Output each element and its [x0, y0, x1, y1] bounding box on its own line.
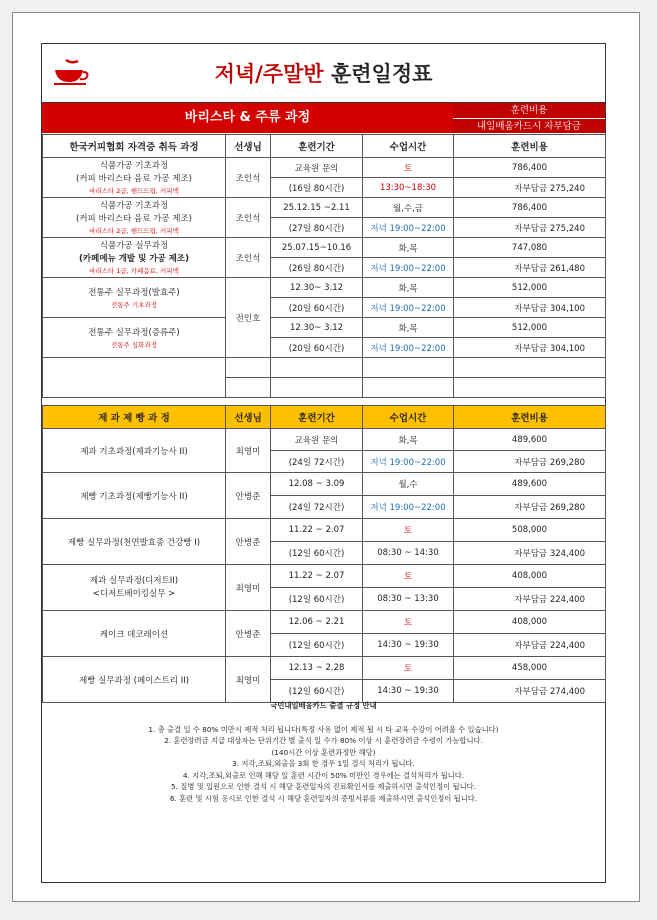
period-cell: 11.22 ~ 2.07 [271, 519, 363, 542]
course-name-cell: 식품가공 실무과정 (카페메뉴 개발 및 가공 제조) 바리스타 1급, 카페음료, 커피맥 [43, 238, 226, 278]
table-row [43, 318, 606, 338]
empty-row [43, 358, 606, 378]
title-bar [42, 44, 605, 103]
period-cell: 12.06 ~ 2.21 [271, 611, 363, 634]
fee-cell: 512,000 [454, 318, 606, 338]
copay-cell: 자부담금 269,280 [454, 496, 606, 519]
notes-line: 6. 훈련 및 시험 응시로 인한 결석 시 해당 훈련일자의 증빙서류를 제출하시면 출석인정이 됩니다. [169, 793, 478, 803]
teacher-cell: 최영미 [226, 429, 271, 473]
notes-line: 5. 질병 및 입원으로 인한 결석 시 해당 훈련일자의 진료확인서를 제출하시면 출석인정이 됩니다. [171, 782, 476, 791]
period-cell: 25.12.15 ~2.11 [271, 198, 363, 218]
page-sheet [12, 12, 640, 902]
teacher-cell: 안병준 [226, 611, 271, 657]
teacher-cell: 조인석 [226, 158, 271, 198]
duration-cell: (24일 72시간) [271, 496, 363, 519]
fee-cell: 489,600 [454, 429, 606, 451]
page-title [42, 58, 605, 88]
day-cell: 토 [363, 158, 454, 178]
table-row [43, 198, 606, 218]
time-cell: 13:30~18:30 [363, 178, 454, 198]
time-cell: 저녁 19:00~22:00 [363, 451, 454, 473]
duration-cell: (12일 60시간) [271, 588, 363, 611]
title-main: 훈련일정표 [330, 62, 433, 86]
notes-line: 4. 지각,조퇴,외출로 인해 해당 일 훈련 시간이 50% 미만인 경우에는 결석처리가 됩니다. [182, 770, 465, 780]
course-name-cell: 제빵 기초과정(제빵기능사 II) [43, 473, 226, 519]
duration-cell: (20일 60시간) [271, 338, 363, 358]
period-cell: 12.30~ 3.12 [271, 318, 363, 338]
day-cell: 토 [363, 611, 454, 634]
fee-cell: 786,400 [454, 158, 606, 178]
fee-band-bottom: 내일배움카드시 자부담금 [477, 121, 581, 132]
day-cell: 월,수 [363, 473, 454, 496]
col-header-course: 제 과 제 빵 과 정 [43, 406, 226, 429]
table-row [43, 429, 606, 451]
col-header-fee: 훈련비용 [454, 135, 606, 158]
title-highlight: 저녁/주말반 [214, 62, 324, 86]
copay-cell: 자부담금 269,280 [454, 451, 606, 473]
time-cell: 저녁 19:00~22:00 [363, 298, 454, 318]
table-row [43, 611, 606, 634]
copay-cell: 자부담금 275,240 [454, 178, 606, 198]
course-name-cell: 식품가공 기초과정 (커피 바리스타 음료 가공 제조) 바리스타 2급, 핸드드립, 커피맥 [43, 158, 226, 198]
col-header-teacher: 선생님 [226, 406, 271, 429]
course-name-cell: 케이크 데코레이션 [43, 611, 226, 657]
period-cell: 교육원 문의 [271, 429, 363, 451]
duration-cell: (26일 80시간) [271, 258, 363, 278]
course-name-cell: 제빵 실무과정(천연발효종 건강빵 I) [43, 519, 226, 565]
time-cell: 저녁 19:00~22:00 [363, 218, 454, 238]
bakery-header-row [43, 406, 606, 429]
teacher-cell: 최영미 [226, 657, 271, 703]
col-header-period: 훈련기간 [271, 406, 363, 429]
duration-cell: (12일 60시간) [271, 542, 363, 565]
day-cell: 월,수,금 [363, 198, 454, 218]
course-name-cell: 제과 기초과정(제과기능사 II) [43, 429, 226, 473]
period-cell: 11.22 ~ 2.07 [271, 565, 363, 588]
time-cell: 14:30 ~ 19:30 [363, 634, 454, 657]
table-row [43, 565, 606, 588]
teacher-cell: 안병준 [226, 519, 271, 565]
day-cell: 화,목 [363, 278, 454, 298]
time-cell: 저녁 19:00~22:00 [363, 258, 454, 278]
copay-cell: 자부담금 224,400 [454, 634, 606, 657]
duration-cell: (12일 60시간) [271, 634, 363, 657]
copay-cell: 자부담금 224,400 [454, 588, 606, 611]
time-cell: 저녁 19:00~22:00 [363, 496, 454, 519]
table-row [43, 519, 606, 542]
col-header-time: 수업시간 [363, 135, 454, 158]
time-cell: 14:30 ~ 19:30 [363, 680, 454, 703]
teacher-cell: 조인석 [226, 238, 271, 278]
duration-cell: (16일 80시간) [271, 178, 363, 198]
col-header-period: 훈련기간 [271, 135, 363, 158]
table-row [43, 473, 606, 496]
fee-cell: 458,000 [454, 657, 606, 680]
period-cell: 12.13 ~ 2.28 [271, 657, 363, 680]
duration-cell: (24일 72시간) [271, 451, 363, 473]
schedule-document [41, 43, 606, 883]
notes-line: 3. 지각,조퇴,외출을 3회 한 경우 1일 결석 처리가 됩니다. [232, 759, 415, 768]
fee-cell: 508,000 [454, 519, 606, 542]
notes-title: 국민내일배움카드 출결 규정 안내 [270, 701, 377, 710]
fee-cell: 408,000 [454, 565, 606, 588]
day-cell: 토 [363, 565, 454, 588]
day-cell: 화,목 [363, 429, 454, 451]
copay-cell: 자부담금 261,480 [454, 258, 606, 278]
fee-cell: 786,400 [454, 198, 606, 218]
fee-cell: 512,000 [454, 278, 606, 298]
barista-header-row [43, 135, 606, 158]
copay-cell: 자부담금 304,100 [454, 338, 606, 358]
duration-cell: (27일 80시간) [271, 218, 363, 238]
period-cell: 교육원 문의 [271, 158, 363, 178]
attendance-notes [42, 700, 605, 804]
col-header-teacher: 선생님 [226, 135, 271, 158]
fee-band-top: 훈련비용 [453, 103, 605, 119]
day-cell: 화,목 [363, 238, 454, 258]
col-header-fee: 훈련비용 [454, 406, 606, 429]
time-cell: 저녁 19:00~22:00 [363, 338, 454, 358]
notes-line: 2. 훈련장려금 지급 대상자는 단위기간 별 출석 일 수가 80% 이상 시 훈련장려금 수령이 가능합니다. [164, 736, 483, 745]
col-header-course: 한국커피협회 자격증 취득 과정 [43, 135, 226, 158]
teacher-cell: 전인호 [226, 278, 271, 358]
fee-cell: 747,080 [454, 238, 606, 258]
copay-cell: 자부담금 274,400 [454, 680, 606, 703]
table-row [43, 238, 606, 258]
table-row [43, 278, 606, 298]
duration-cell: (20일 60시간) [271, 298, 363, 318]
copay-cell: 자부담금 304,100 [454, 298, 606, 318]
barista-table [42, 134, 606, 398]
period-cell: 25.07.15~10.16 [271, 238, 363, 258]
col-header-time: 수업시간 [363, 406, 454, 429]
fee-band [453, 103, 605, 133]
table-row [43, 158, 606, 178]
course-name-cell: 전통주 실무과정(증류주) 전통주 심화과정 [43, 318, 226, 358]
time-cell: 08:30 ~ 14:30 [363, 542, 454, 565]
bakery-table [42, 405, 606, 703]
teacher-cell: 조인석 [226, 198, 271, 238]
copay-cell: 자부담금 324,400 [454, 542, 606, 565]
notes-line: (140시간 이상 훈련과정만 해당) [271, 747, 376, 757]
day-cell: 화,목 [363, 318, 454, 338]
time-cell: 08:30 ~ 13:30 [363, 588, 454, 611]
course-name-cell: 제빵 실무과정 (페이스트리 II) [43, 657, 226, 703]
notes-line: 1. 총 출결 일 수 80% 미만시 제적 처리 됩니다(특정 사유 없이 제적 될 시 타 교육 수강이 어려울 수 있습니다) [148, 724, 499, 734]
period-cell: 12.30~ 3.12 [271, 278, 363, 298]
teacher-cell: 안병준 [226, 473, 271, 519]
course-name-cell: 전통주 실무과정(발효주) 전통주 기초과정 [43, 278, 226, 318]
teacher-cell: 최영미 [226, 565, 271, 611]
course-name-cell: 식품가공 기초과정 (커피 바리스타 음료 가공 제조) 바리스타 2급, 핸드드립, 커피맥 [43, 198, 226, 238]
course-name-cell: 제과 실무과정(디저트II) <디저트베이킹실무 > [43, 565, 226, 611]
fee-cell: 489,600 [454, 473, 606, 496]
period-cell: 12.08 ~ 3.09 [271, 473, 363, 496]
section-band: 바리스타 & 주류 과정 [42, 103, 453, 133]
copay-cell: 자부담금 275,240 [454, 218, 606, 238]
duration-cell: (12일 60시간) [271, 680, 363, 703]
table-row [43, 657, 606, 680]
day-cell: 토 [363, 519, 454, 542]
day-cell: 토 [363, 657, 454, 680]
fee-cell: 408,000 [454, 611, 606, 634]
